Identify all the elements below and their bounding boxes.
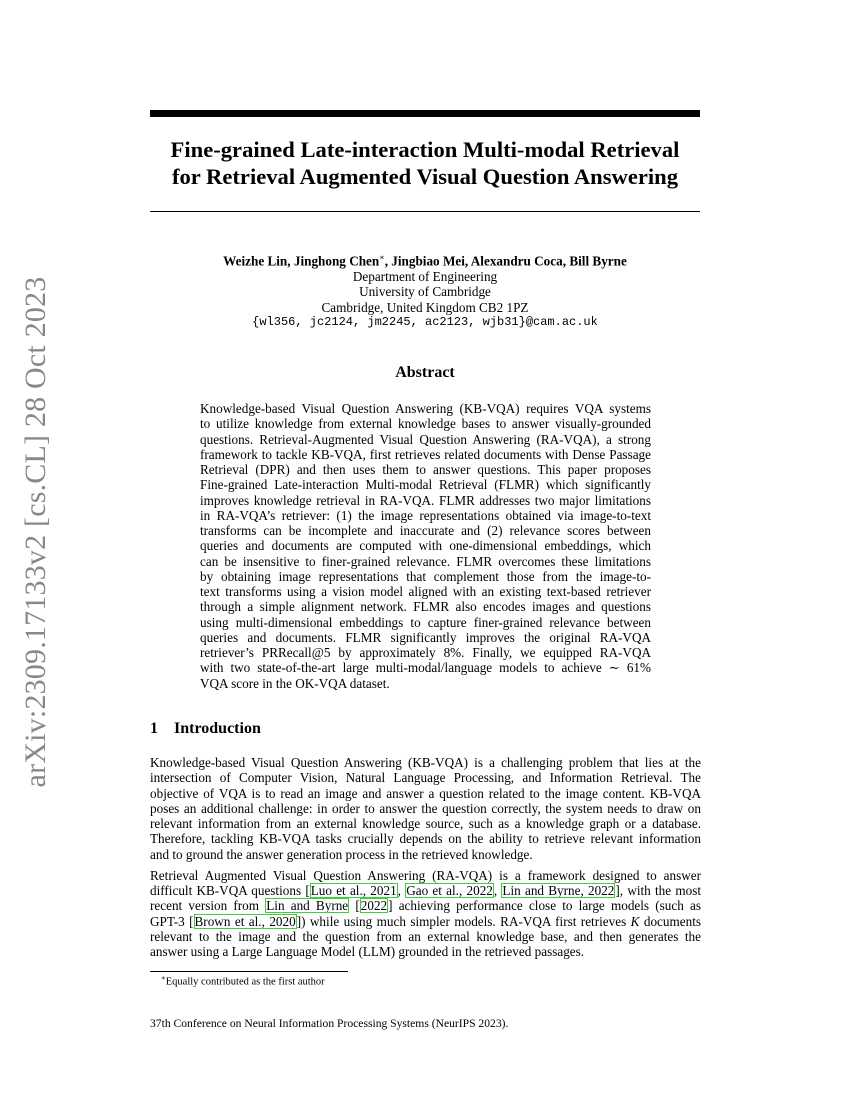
text-run: ], with the most: [615, 883, 701, 898]
abstract-line: through a simple alignment network. FLMR also encodes images and questions: [200, 599, 651, 615]
university: University of Cambridge: [359, 284, 491, 300]
title-line: for Retrieval Augmented Visual Question Answering: [171, 164, 679, 189]
section-number: 1: [150, 720, 158, 737]
arxiv-identifier: arXiv:2309.17133v2 [cs.CL] 28 Oct 2023: [19, 276, 52, 788]
author-emails: {wl356, jc2124, jm2245, ac2123, wjb31}@cam.ac.uk: [252, 315, 598, 330]
introduction-body: [150, 755, 701, 959]
citation-link-lin-byrne-author[interactable]: Lin and Byrne: [266, 898, 349, 914]
title-line: Fine-grained Late-interaction Multi-modal Retrieval: [170, 137, 680, 162]
body-line: relevant information from an external knowledge source, such as a knowledge graph or a database.: [150, 816, 701, 831]
math-variable-k: K: [630, 913, 640, 929]
body-line: Knowledge-based Visual Question Answering (KB-VQA) is a challenging problem that lies at the: [150, 755, 701, 770]
body-line: intersection of Computer Vision, Natural Language Processing, and Information Retrieval. The: [150, 770, 701, 786]
abstract-line: to utilize knowledge from external knowledge bases to answer visually-grounded: [200, 416, 651, 432]
location: Cambridge, United Kingdom CB2 1PZ: [321, 299, 529, 315]
footnote-mark: ∗: [161, 974, 166, 982]
title-bottom-rule: [150, 211, 700, 212]
abstract-line: with two state-of-the-art large multi-modal/language models to achieve ∼ 61%: [200, 660, 651, 676]
abstract-line: VQA score in the OK-VQA dataset.: [200, 675, 390, 691]
abstract-line: questions. Retrieval-Augmented Visual Question Answering (RA-VQA), a strong: [200, 431, 651, 447]
citation-link-lin-byrne[interactable]: Lin and Byrne, 2022: [502, 883, 615, 898]
abstract-line: by obtaining image representations that complement those from the image-to-: [200, 568, 651, 584]
body-line: poses an additional challenge: in order to answer the question correctly, the system needs to draw on: [150, 800, 701, 816]
body-line: [150, 883, 701, 898]
abstract-body: [200, 401, 651, 691]
author-names-rest: , Jingbiao Mei, Alexandru Coca, Bill Byrne: [384, 253, 627, 269]
author-names-first: Weizhe Lin, Jinghong Chen: [223, 253, 380, 269]
body-line: objective of VQA is to read an image and answer a question related to the image content. KB-VQA: [150, 785, 701, 801]
body-line: Retrieval Augmented Visual Question Answering (RA-VQA) is a framework designed to answer: [150, 867, 701, 883]
venue-note: 37th Conference on Neural Information Processing Systems (NeurIPS 2023).: [150, 1017, 509, 1030]
citation-link-gao[interactable]: Gao et al., 2022: [406, 883, 493, 898]
paper-title: [150, 136, 700, 190]
body-line: Therefore, tackling KB-VQA tasks crucially depends on the ability to retrieve relevant information: [150, 831, 701, 847]
intro-paragraph-2: [150, 868, 701, 960]
abstract-heading: Abstract: [395, 364, 455, 381]
text-run: GPT-3 [: [150, 913, 194, 929]
abstract-line: queries and documents. FLMR significantly improves the original RA-VQA: [200, 629, 651, 645]
body-line: [150, 898, 701, 913]
intro-paragraph-1: [150, 755, 701, 862]
author-block: [150, 250, 700, 331]
equal-contribution-mark: ∗: [379, 253, 385, 262]
abstract-line: Knowledge-based Visual Question Answering (KB-VQA) requires VQA systems: [200, 401, 651, 416]
body-line: [150, 914, 701, 929]
text-run: ,: [397, 883, 406, 898]
abstract-line: improves knowledge retrieval in RA-VQA. FLMR addresses two major limitations: [200, 492, 651, 508]
abstract-line: Fine-grained Late-interaction Multi-modal Retrieval (FLMR) which significantly: [200, 477, 651, 493]
abstract-line: queries and documents are computed with one-dimensional embeddings, which: [200, 538, 651, 554]
abstract-line: retriever’s PRRecall@5 by approximately 8%. Finally, we equipped RA-VQA: [200, 645, 651, 660]
text-run: ,: [493, 883, 502, 898]
abstract-line: framework to tackle KB-VQA, first retrieves related documents with Dense Passage: [200, 446, 651, 462]
citation-link-luo[interactable]: Luo et al., 2021: [310, 883, 397, 898]
abstract-line: using multi-dimensional embeddings to capture finer-grained relevance between: [200, 614, 651, 630]
abstract-line: transforms can be incomplete and inaccurate and (2) relevance scores between: [200, 523, 651, 538]
text-run: difficult KB-VQA questions [: [150, 883, 310, 898]
section-heading-introduction: [150, 720, 261, 738]
text-run: [: [349, 898, 360, 914]
citation-link-brown[interactable]: Brown et al., 2020: [194, 913, 296, 929]
text-run: ]) while using much simpler models. RA-VQA first retrieves: [296, 913, 631, 929]
section-title: Introduction: [174, 720, 261, 737]
citation-link-lin-byrne-year[interactable]: 2022: [360, 898, 388, 914]
abstract-line: text transforms using a vision model aligned with an existing text-based retriever: [200, 584, 651, 599]
abstract-line: Retrieval (DPR) and then uses them to answer questions. This paper proposes: [200, 462, 651, 477]
body-line: and to ground the answer generation process in the retrieved knowledge.: [150, 846, 533, 862]
title-top-rule: [150, 110, 700, 117]
body-line: relevant to the image and the question from an external knowledge base, and then generates the: [150, 928, 701, 944]
department: Department of Engineering: [352, 268, 498, 284]
footnote: [161, 974, 325, 988]
footnote-text: Equally contributed as the first author: [165, 976, 325, 988]
text-run: documents: [639, 913, 701, 929]
author-names: [150, 250, 700, 269]
text-run: ] achieving performance close to large models (such as: [388, 898, 701, 914]
abstract-line: can be insensitive to finer-grained relevance. FLMR overcomes these limitations: [200, 553, 651, 569]
footnote-rule: [150, 971, 348, 972]
body-line: answer using a Large Language Model (LLM) grounded in the retrieved passages.: [150, 944, 585, 959]
text-run: recent version from: [150, 898, 266, 914]
abstract-line: in RA-VQA’s retriever: (1) the image representations obtained via image-to-text: [200, 507, 651, 523]
